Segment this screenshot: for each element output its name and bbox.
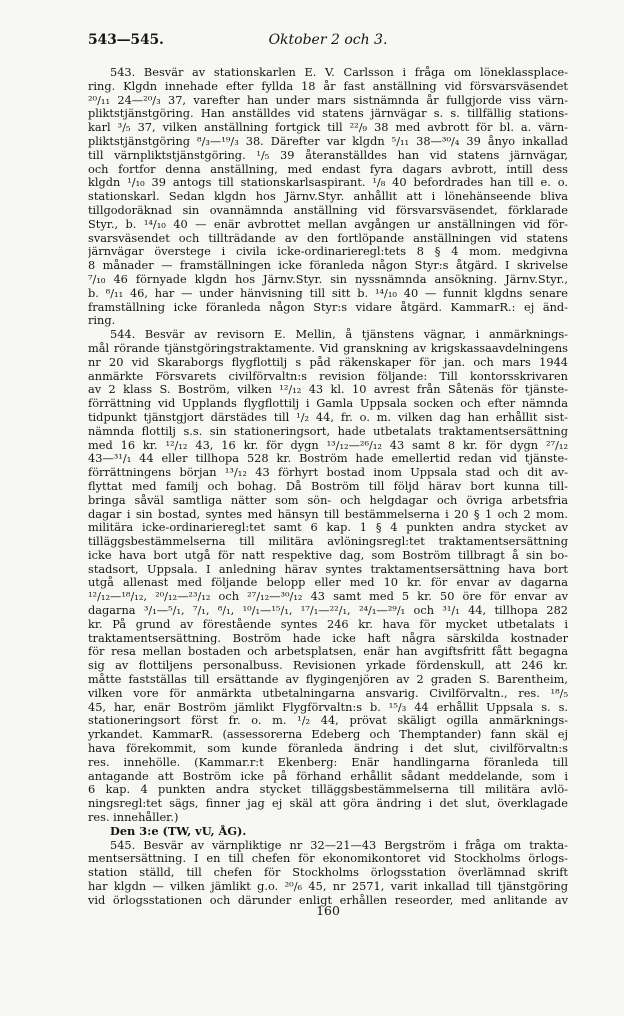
- page-number: 160: [316, 903, 340, 918]
- text-line: 6 kap. 4 punkten andra stycket tilläggsbestämmelserna till militära avlö-: [88, 783, 568, 797]
- text-line: ring.: [88, 314, 116, 328]
- text-line: pliktstjänstgöring ⁸/₃—¹⁹/₃ 38. Därefter var klgdn ⁵/₁₁ 38—³⁰/₄ 39 ånyo inkallad: [88, 134, 568, 148]
- text-line: 45, har, enär Boström jämlikt Flygförvaltn:s b. ¹⁵/₃ 44 erhållit Uppsala s. s.: [88, 700, 568, 714]
- text-line: bringa såväl samtliga nätter som sön- och helgdagar och övriga arbetsfria: [88, 493, 568, 507]
- text-line: nämnda flottilj s.s. sin stationeringsort, hade utbetalats traktamentsersättning: [88, 424, 568, 438]
- text-line: res. innehölle. (Kammar.r:t Ekenberg: Enär handlingarna föranleda till: [88, 755, 568, 769]
- text-line: har klgdn — vilken jämlikt g.o. ²⁰/₆ 45, nr 2571, varit inkallad till tjänstgöring: [88, 880, 568, 894]
- text-line: svarsväsendet och tillträdande av den fortlöpande anställningen vid statens: [88, 231, 568, 245]
- text-line: ²⁰/₁₁ 24—²⁰/₃ 37, varefter han under mars sistnämnda år fullgjorde viss värn-: [88, 93, 568, 107]
- text-line: dagarna ³/₁—⁵/₁, ⁷/₁, ⁸/₁, ¹⁰/₁—¹⁵/₁, ¹⁷/₁—²²/₁, ²⁴/₁—²⁹/₁ och ³¹/₁ 44, tillhopa 282: [88, 604, 568, 618]
- text-line: förrättning vid Upplands flygflottilj i Gamla Uppsala socken och efter nämnda: [88, 397, 568, 411]
- text-line: med 16 kr. ¹²/₁₂ 43, 16 kr. för dygn ¹³/₁₂—²⁶/₁₂ 43 samt 8 kr. för dygn ²⁷/₁₂: [88, 438, 568, 452]
- text-line: hava förekommit, som kunde föranleda ändring i det slut, civilförvaltn:s: [88, 742, 568, 756]
- text-line: ring. Klgdn innehade efter fyllda 18 år fast anställning vid försvarsväsendet: [88, 79, 568, 93]
- text-line: utgå allenast med följande belopp eller med 10 kr. för envar av dagarna: [88, 576, 568, 590]
- text-line: stationskarl. Sedan klgdn hos Järnv.Styr. anhållit att i lönehänseende bliva: [88, 190, 568, 204]
- text-line: 8 månader — framställningen icke föranleda någon Styr:s åtgärd. I skrivelse: [88, 259, 568, 273]
- text-line: Den 3:e (TW, vU, ÅG).: [110, 824, 247, 838]
- text-line: sig av flottiljens personalbuss. Revisionen yrkade fördenskull, att 246 kr.: [88, 659, 568, 673]
- text-line: för resa mellan bostaden och arbetsplatsen, enär han avgiftsfritt fått begagna: [88, 645, 568, 659]
- text-line: pliktstjänstgöring. Han anställdes vid statens järnvägar s. s. tillfällig stations-: [88, 107, 568, 121]
- case-range: 543—545.: [88, 32, 164, 48]
- running-header: [88, 32, 570, 54]
- text-line: 543. Besvär av stationskarlen E. V. Carlsson i fråga om löneklassplace-: [110, 66, 568, 79]
- text-line: yrkandet. KammarR. (assessorerna Edeberg och Themptander) fann skäl ej: [88, 728, 568, 742]
- text-line: ⁷/₁₀ 46 förnyade klgdn hos Järnv.Styr. sin nyssnämnda ansökning. Järnv.Styr.,: [88, 272, 568, 286]
- text-line: tilläggsbestämmelserna till militära avlöningsregl:tet traktamentsersättning: [88, 535, 568, 549]
- text-line: stadsort, Uppsala. I anledning härav syntes traktamentsersättning hava bort: [88, 562, 568, 576]
- text-line: Styr., b. ¹⁴/₁₀ 40 — enär avbrottet mellan avgången ur anställningen vid för-: [88, 217, 568, 231]
- text-line: förrättningens början ¹³/₁₂ 43 förhyrt bostad inom Uppsala stad och dit av-: [88, 466, 568, 480]
- text-line: kr. På grund av förestående syntes 246 kr. hava för mycket utbetalats i: [88, 617, 568, 631]
- text-line: station ställd, till chefen för Stockholms örlogsstation överlämnad skrift: [88, 866, 568, 880]
- text-line: karl ³/₅ 37, vilken anställning fortgick till ²²/₉ 38 med avbrott för bl. a. värn-: [88, 121, 568, 135]
- text-line: traktamentsersättning. Boström hade icke haft några särskilda kostnader: [88, 631, 568, 645]
- text-line: mål rörande tjänstgöringstraktamente. Vid granskning av krigskassaavdelningens: [88, 341, 568, 355]
- text-line: ningsregl:tet sägs, finner jag ej skäl att göra ändring i det slut, överklagade: [88, 797, 568, 811]
- text-line: 544. Besvär av revisorn E. Mellin, å tjänstens vägnar, i anmärknings-: [110, 328, 568, 342]
- text-line: tidpunkt tjänstgjort därstädes till ¹/₂ 44, fr. o. m. vilken dag han erhållit sist-: [88, 410, 568, 424]
- text-line: järnvägar överstege i civila icke-ordinarieregl:tets 8 § 4 mom. medgivna: [88, 245, 568, 259]
- text-line: flyttat med familj och bohag. Då Boström till följd härav bort kunna till-: [88, 479, 568, 493]
- text-line: vilken vore för anmärkta utbetalningarna ansvarig. Civilförvaltn., res. ¹⁸/₅: [88, 686, 568, 700]
- text-line: mentsersättning. I en till chefen för ekonomikontoret vid Stockholms örlogs-: [88, 852, 568, 866]
- text-line: anmärkte Försvarets civilförvaltn:s revision följande: Till kontorsskrivaren: [88, 369, 568, 383]
- text-line: stationeringsort först fr. o. m. ¹/₂ 44, prövat skäligt ogilla anmärknings-: [88, 714, 568, 728]
- text-line: 545. Besvär av värnpliktige nr 32—21—43 Bergström i fråga om trakta-: [110, 838, 568, 852]
- text-line: av 2 klass S. Boström, vilken ¹²/₁₂ 43 kl. 10 avrest från Såtenäs för tjänste-: [88, 383, 568, 397]
- text-line: ¹²/₁₂—¹⁸/₁₂, ²⁰/₁₂—²³/₁₂ och ²⁷/₁₂—³⁰/₁₂ 43 samt med 5 kr. 50 öre för envar av: [88, 590, 568, 604]
- text-line: tillgodoräknad sin ovannämnda anställning vid försvarsväsendet, förklarade: [88, 203, 568, 217]
- text-line: framställning icke föranleda någon Styr:s vidare åtgärd. KammarR.: ej änd-: [88, 300, 568, 314]
- text-line: måtte fastställas till ersättande av flygingenjören av 2 graden S. Barentheim,: [88, 673, 568, 687]
- date-heading: Oktober 2 och 3.: [268, 32, 388, 48]
- text-line: nr 20 vid Skaraborgs flygflottilj s påd räkenskaper för jan. och mars 1944: [88, 355, 568, 369]
- text-line: dagar i sin bostad, syntes med hänsyn till bestämmelserna i 20 § 1 och 2 mom.: [88, 507, 568, 521]
- text-line: klgdn ¹/₁₀ 39 antogs till stationskarlsaspirant. ¹/₈ 40 befordrades han till e. o.: [88, 176, 568, 190]
- text-line: vid örlogsstationen och därunder enligt erhållen reseorder, med anlitande av: [88, 893, 568, 907]
- document-body: [88, 66, 568, 908]
- text-line: militära icke-ordinarieregl:tet samt 6 kap. 1 § 4 punkten andra stycket av: [88, 521, 568, 535]
- text-line: och fortfor denna anställning, med endast fyra dagars avbrott, intill dess: [88, 162, 568, 176]
- text-line: 43—³¹/₁ 44 eller tillhopa 528 kr. Boström hade emellertid redan vid tjänste-: [88, 452, 568, 466]
- text-line: b. ⁸/₁₁ 46, har — under hänvisning till sitt b. ¹⁴/₁₀ 40 — funnit klgdns senare: [88, 286, 568, 300]
- text-line: icke hava bort utgå för natt respektive dag, som Boström tillbragt å sin bo-: [88, 548, 568, 562]
- text-line: till värnpliktstjänstgöring. ¹/₅ 39 återanställdes han vid statens järnvägar,: [88, 148, 568, 162]
- text-line: res. innehåller.): [88, 811, 179, 825]
- text-line: antagande att Boström icke på förhand erhållit sådant meddelande, som i: [88, 769, 568, 783]
